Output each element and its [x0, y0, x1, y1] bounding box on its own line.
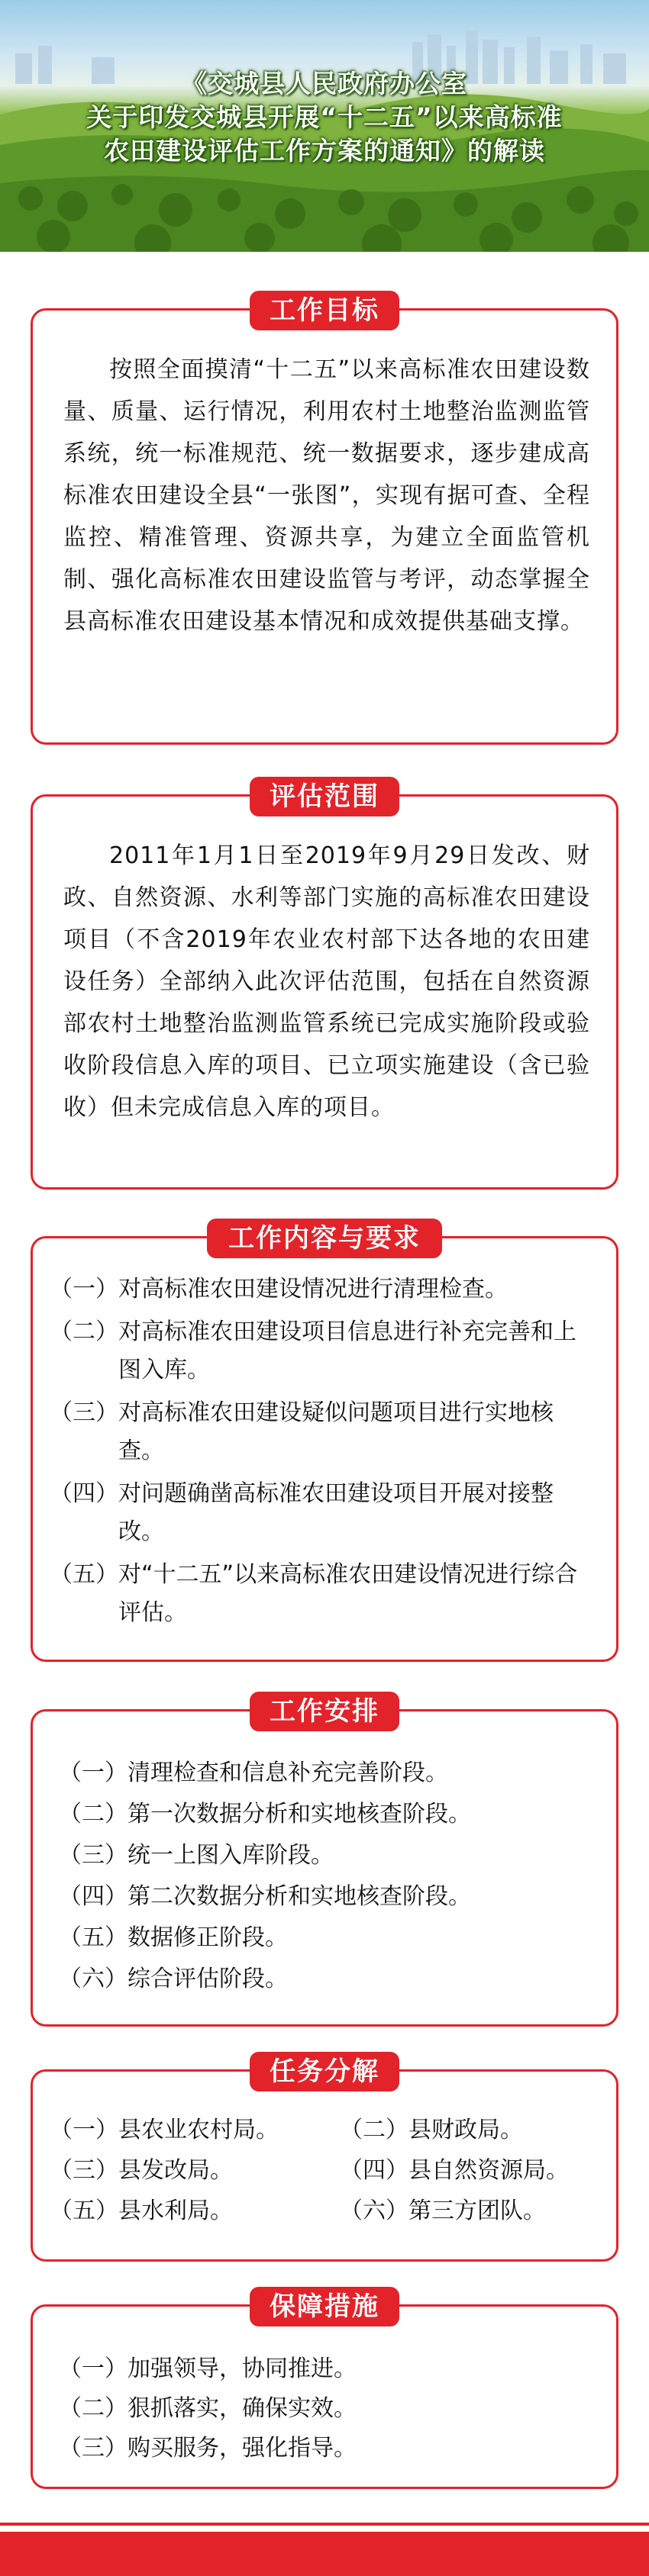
- content-item-text: 对高标准农田建设项目信息进行补充完善和上图入库。: [118, 1319, 576, 1383]
- section-content: [31, 1223, 618, 1662]
- task-item: （五）县水利局。: [50, 2198, 233, 2224]
- measures-list: [59, 2349, 601, 2468]
- content-item: [50, 1313, 593, 1389]
- section-tasks: [31, 2056, 618, 2262]
- content-item: [50, 1475, 593, 1551]
- banner-title-line-2: 关于印发交城县开展“十二五”以来高标准: [86, 102, 563, 132]
- schedule-item: （六）综合评估阶段。: [59, 1966, 288, 1992]
- section-scope: [31, 781, 618, 1190]
- task-item: （一）县农业农村局。: [50, 2117, 279, 2143]
- schedule-item: （一）清理检查和信息补充完善阶段。: [59, 1760, 448, 1786]
- banner-title: [0, 67, 649, 168]
- bottom-bar: [0, 2532, 649, 2576]
- content-item: [50, 1394, 593, 1470]
- content-item-text: 对“十二五”以来高标准农田建设情况进行综合评估。: [118, 1561, 578, 1626]
- task-item: （二）县财政局。: [340, 2117, 523, 2143]
- schedule-item: （五）数据修正阶段。: [59, 1924, 288, 1951]
- section-goal-paragraph: 按照全面摸清“十二五”以来高标准农田建设数量、质量、运行情况，利用农村土地整治监测监管系统，统一标准规范、统一数据要求，逐步建成高标准农田建设全县“一张图”，实现有据可查、全程监控、精准管理、资源共享，为建立全面监管机制、强化高标准农田建设监管与考评，动态掌握全县高标准农田建设基本情况和成效提供基础支撑。: [63, 356, 590, 635]
- content-item: [50, 1270, 593, 1309]
- content-item-text: 对高标准农田建设情况进行清理检查。: [118, 1276, 508, 1302]
- banner-title-line-3: 农田建设评估工作方案的通知》的解读: [104, 136, 545, 166]
- header-banner: [0, 0, 649, 252]
- tasks-grid: [50, 2110, 592, 2231]
- task-item: （六）第三方团队。: [340, 2198, 546, 2224]
- task-item: （四）县自然资源局。: [340, 2157, 569, 2184]
- section-measures-title: 保障措施: [250, 2287, 399, 2326]
- section-content-title: 工作内容与要求: [207, 1219, 442, 1258]
- section-scope-title: 评估范围: [250, 777, 399, 816]
- section-measures: [31, 2291, 618, 2489]
- content-list: [50, 1270, 593, 1632]
- schedule-list: [59, 1753, 601, 2000]
- section-tasks-title: 任务分解: [250, 2052, 399, 2091]
- measure-item: （一）加强领导，协同推进。: [59, 2355, 357, 2382]
- measure-item: （二）狠抓落实，确保实效。: [59, 2395, 357, 2422]
- section-schedule-title: 工作安排: [250, 1692, 399, 1731]
- content-item-text: 对高标准农田建设疑似问题项目进行实地核查。: [118, 1399, 554, 1464]
- section-goal-title: 工作目标: [250, 291, 399, 330]
- content-item-num: （五）: [50, 1561, 118, 1588]
- section-goal: [31, 295, 618, 745]
- banner-title-line-1: 《交城县人民政府办公室: [182, 69, 467, 98]
- content-item-num: （四）: [50, 1480, 118, 1507]
- schedule-item: （四）第二次数据分析和实地核查阶段。: [59, 1883, 471, 1910]
- section-schedule: [31, 1696, 618, 2027]
- schedule-item: （二）第一次数据分析和实地核查阶段。: [59, 1801, 471, 1827]
- schedule-item: （三）统一上图入库阶段。: [59, 1842, 334, 1869]
- section-scope-paragraph: 2011年1月1日至2019年9月29日发改、财政、自然资源、水利等部门实施的高标准农田建设项目（不含2019年农业农村部下达各地的农田建设任务）全部纳入此次评估范围，包括在自然资源部农村土地整治监测监管系统已完成实施阶段或验收阶段信息入库的项目、已立项实施建设（含已验收）但未完成信息入库的项目。: [63, 842, 590, 1121]
- content-item: [50, 1556, 593, 1632]
- content-item-num: （二）: [50, 1319, 118, 1345]
- content-item-num: （三）: [50, 1399, 118, 1426]
- bottom-divider: [0, 2523, 649, 2526]
- content-item-text: 对问题确凿高标准农田建设项目开展对接整改。: [118, 1480, 554, 1545]
- content-item-num: （一）: [50, 1276, 118, 1302]
- measure-item: （三）购买服务，强化指导。: [59, 2435, 357, 2462]
- task-item: （三）县发改局。: [50, 2157, 233, 2184]
